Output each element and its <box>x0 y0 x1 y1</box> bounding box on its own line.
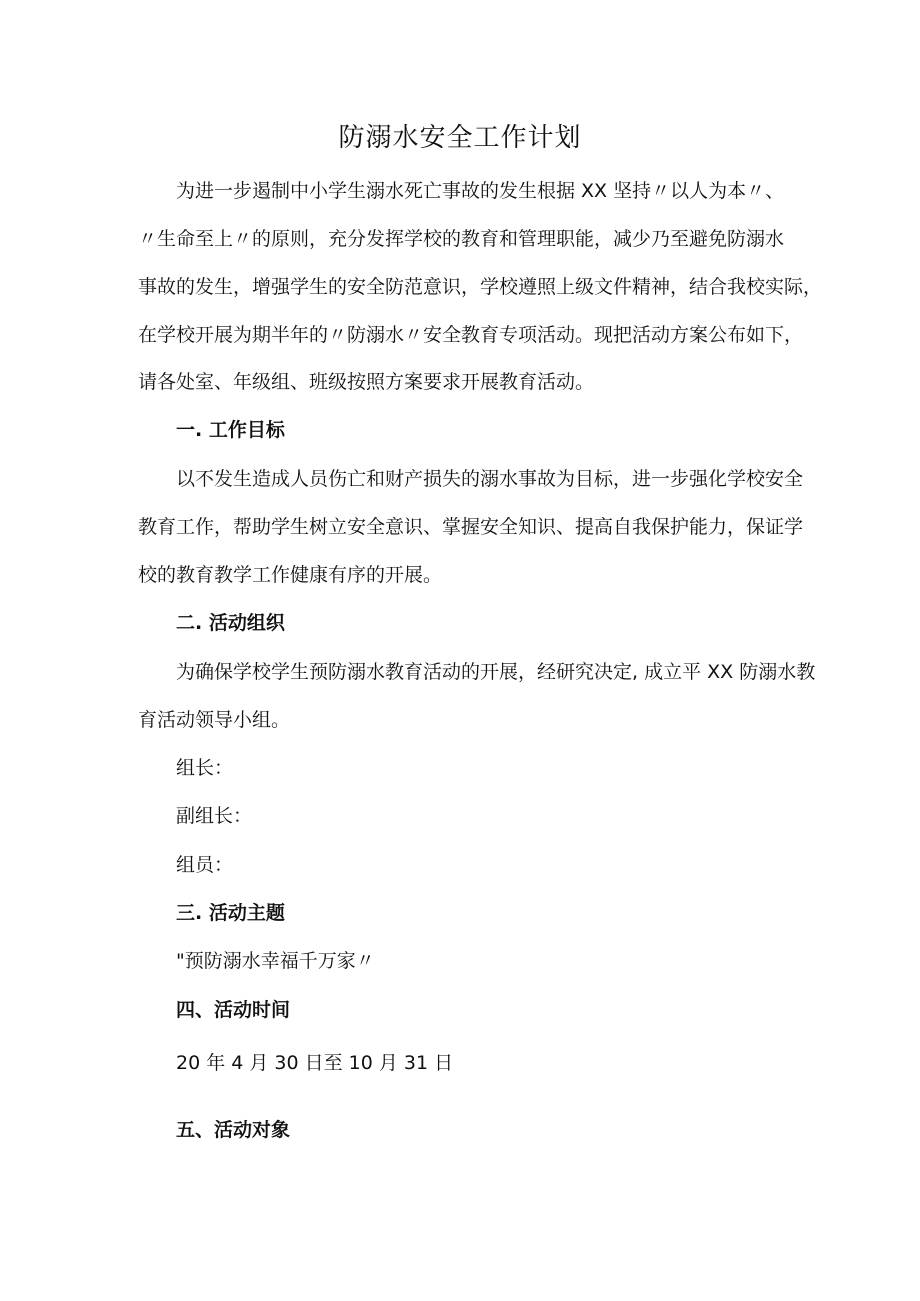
activity-theme: "预防溺水幸福千万家〃 <box>176 950 375 972</box>
section-2-line-1: 为确保学校学生预防溺水教育活动的开展，经研究决定, 成立平 XX 防溺水教 <box>176 661 816 683</box>
intro-line-3: 事故的发生，增强学生的安全防范意识，学校遵照上级文件精神，结合我校实际， <box>138 276 823 298</box>
section-2-heading: 二. 活动组织 <box>176 612 285 634</box>
intro-line-5: 请各处室、年级组、班级按照方案要求开展教育活动。 <box>138 371 595 393</box>
document-title: 防溺水安全工作计划 <box>338 123 582 153</box>
section-1-line-3: 校的教育教学工作健康有序的开展。 <box>138 564 443 586</box>
intro-line-1: 为进一步遏制中小学生溺水死亡事故的发生根据 XX 坚持〃以人为本〃、 <box>176 180 785 202</box>
section-3-heading: 三. 活动主题 <box>176 902 285 924</box>
section-1-line-2: 教育工作，帮助学生树立安全意识、掌握安全知识、提高自我保护能力，保证学 <box>138 516 804 538</box>
members-field: 组员： <box>176 854 234 876</box>
intro-line-4: 在学校开展为期半年的〃防溺水〃安全教育专项活动。现把活动方案公布如下， <box>138 324 804 346</box>
activity-time: 20 年 4 月 30 日至 10 月 31 日 <box>176 1052 454 1074</box>
section-1-line-1: 以不发生造成人员伤亡和财产损失的溺水事故为目标，进一步强化学校安全 <box>176 468 804 490</box>
section-2-line-2: 育活动领导小组。 <box>138 709 291 731</box>
section-5-heading: 五、活动对象 <box>176 1119 291 1141</box>
section-1-heading: 一. 工作目标 <box>176 419 285 441</box>
section-4-heading: 四、活动时间 <box>176 999 291 1021</box>
deputy-leader-field: 副组长： <box>176 805 253 827</box>
leader-field: 组长： <box>176 757 234 779</box>
intro-line-2: 〃生命至上〃的原则，充分发挥学校的教育和管理职能，减少乃至避免防溺水 <box>138 228 785 250</box>
